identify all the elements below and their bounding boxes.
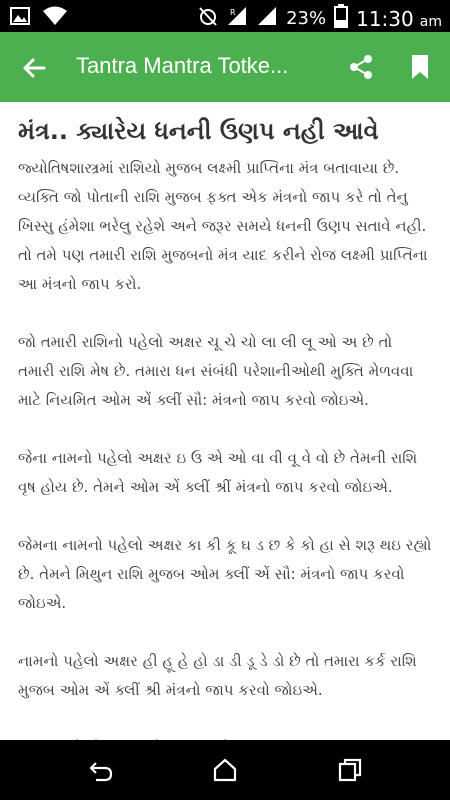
article-heading: મંત્ર.. ક્યારેય ધનની ઉણપ નહી આવે	[18, 117, 379, 145]
clock-suffix: am	[419, 13, 442, 30]
article-paragraph: જ્યોતિષશાસ્ત્રમાં રાશિયો મુજબ લક્ષ્મી પ્રાપ્તિના મંત્ર બતાવાયા છે. વ્યક્તિ જો પોતાની રાશિ મુજબ ફક્ત એક મંત્રનો જાપ કરે તો તેનુ ખિસ્સુ હંમેશા ભરેલુ રહેશે અને જરૂર સમયે ધનની ઉણપ સતાવે નહી. તો તમે પણ તમારી રાશિ મુજબનો મંત્ર યાદ કરીને રોજ લક્ષ્મી પ્રાપ્તિના આ મંત્રનો જાપ કરો.	[18, 159, 428, 293]
status-left-icons	[10, 5, 68, 31]
nav-recents-button[interactable]	[337, 757, 363, 783]
share-button[interactable]	[348, 54, 374, 80]
article-paragraph: જેના નામનો પહેલો અક્ષર ઇ ઉ એ ઓ વા વી વૂ વે વો છે તેમની રાશિ વૃષ હોય છે. તેમને ઓમ એં ક્લીં શ્રીં મંત્રનો જાપ કરવો જોઇએ.	[18, 449, 418, 496]
system-nav-bar	[0, 740, 450, 800]
signal-roaming-icon	[226, 5, 248, 32]
svg-text:R: R	[230, 8, 236, 17]
wifi-icon	[42, 5, 68, 31]
status-right-icons	[198, 4, 442, 33]
battery-icon	[334, 4, 348, 33]
clock-time: 11:30	[356, 6, 414, 31]
share-icon	[348, 54, 374, 80]
nav-back-icon	[88, 757, 114, 783]
article-content[interactable]	[0, 102, 450, 740]
signal-icon	[256, 5, 278, 32]
app-bar	[0, 32, 450, 102]
nav-back-button[interactable]	[88, 757, 114, 783]
article-paragraph: જેમના નામનો પહેલો અક્ષર કા કી કૂ ઘ ડ છ કે કો હા સે શરૂ થઇ રહ્યો છે. તેમને મિથુન રાશિ મુજબ ઓમ ક્લીં એં સૌ: મંત્રનો જાપ કરવો જોઇએ.	[18, 536, 432, 612]
battery-percent: 23%	[286, 8, 327, 29]
nav-home-icon	[212, 757, 238, 783]
bookmark-button[interactable]	[410, 54, 430, 80]
article-paragraph: જો તમારી રાશિનો પહેલો અક્ષર ચૂ ચે ચો લા લી લૂ ઓ અ છે તો તમારી રાશિ મેષ છે. તમારા ધન સંબંધી પરેશાનીઓથી મુક્તિ મેળવવા માટે નિયમિત ઓમ એં ક્લીં સૌ: મંત્રનો જાપ કરવો જોઇએ.	[18, 333, 414, 409]
back-arrow-icon	[18, 52, 50, 84]
nav-recents-icon	[337, 757, 363, 783]
status-bar	[0, 0, 450, 32]
clock	[356, 7, 442, 31]
bookmark-icon	[410, 54, 430, 80]
back-button[interactable]	[18, 52, 50, 84]
app-title: Tantra Mantra Totke...	[76, 53, 289, 78]
nav-home-button[interactable]	[212, 757, 238, 783]
image-icon	[10, 7, 30, 29]
article-paragraph: નામનો પહેલો અક્ષર હી હૂ હે હો ડા ડી ડૂ ડે ડો છે તો તમારા કર્ક રાશિ મુજબ ઓમ એં ક્લીં શ્રી મંત્રનો જાપ કરવો જોઇએ.	[18, 652, 417, 699]
alarm-off-icon	[198, 5, 218, 32]
